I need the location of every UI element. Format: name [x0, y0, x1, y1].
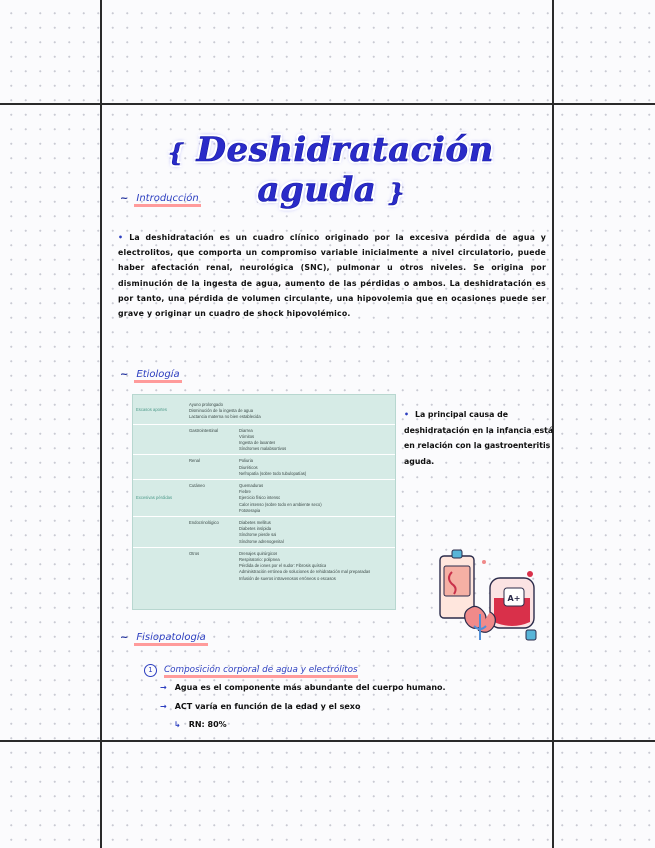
- etiology-item: Ayuno prolongado: [189, 402, 223, 407]
- blood-bag-kidneys-illustration: [430, 548, 550, 646]
- etiology-item: Infusión de sueros intravenosos erróneos o escasos: [239, 575, 336, 581]
- subsection-heading: [144, 664, 358, 677]
- etiology-item: Fototerapia: [239, 507, 261, 513]
- title-swirl-left: {: [168, 138, 185, 167]
- etiologia-tilde: ~: [120, 369, 129, 380]
- intro-text: La deshidratación es un cuadro clínico originado por la excesiva pérdida de agua y electrolitos, que comporta un compromiso variable inicialmente a nivel circulatorio, puede haber afectación renal, neurológica (SNC), pulmonar u otros niveles. Se origina por disminución de la ingesta de agua, aumento de las pérdidas o ambos. La deshidratación es por tanto, una pérdida de volumen circulante, una hipovolemia que en ocasiones puede ser grave y originar un cuadro de shock hipovolémico.: [118, 233, 546, 319]
- arrow-icon: →: [160, 683, 167, 692]
- etiology-subcategory: Gastrointestinal: [189, 427, 219, 433]
- etiology-item: Calor intenso (sobre todo en ambiente seco): [239, 501, 322, 507]
- subsection-title: Composición corporal de agua y electrólitos: [164, 665, 358, 678]
- etiology-item: Ingesta de laxantes: [239, 439, 276, 445]
- arrow-text: ACT varía en función de la edad y el sexo: [174, 702, 361, 711]
- arrow-text: RN: 80%: [188, 720, 227, 729]
- etiology-group-label: Excesivas pérdidas: [136, 494, 173, 500]
- intro-heading-label: Introducción: [134, 193, 200, 207]
- fisiopatologia-tilde: ~: [120, 632, 129, 643]
- intro-paragraph: [118, 230, 546, 321]
- etiology-item: Administración errónea de soluciones de rehidratación mal preparadas: [239, 569, 371, 575]
- arrow-icon: ↳: [174, 720, 181, 729]
- etiology-item: Vómitos: [239, 433, 255, 439]
- etiology-subcategory: Renal: [189, 458, 200, 464]
- etiology-item: Síndromes malabsortivos: [239, 446, 287, 452]
- etiology-item: Nefropatía (sobre todo tubulopatías): [239, 470, 307, 476]
- margin-line-left: [100, 0, 102, 848]
- etiology-item: Diabetes insípida: [239, 526, 272, 532]
- etiology-item: Pérdida de iones por el sudor: Fibrosis quística: [239, 563, 327, 569]
- etiologia-heading: [120, 369, 182, 380]
- etiologia-bullet: •: [404, 410, 409, 419]
- etiology-table: [132, 394, 396, 610]
- etiology-item: Respiratorio: polipnea: [239, 556, 280, 562]
- title-text: Deshidratación aguda: [196, 130, 494, 210]
- arrow-text: Agua es el componente más abundante del cuerpo humano.: [174, 683, 446, 692]
- etiology-item: Diarrea: [239, 427, 253, 433]
- blood-type-label: A+: [507, 594, 521, 603]
- subsection-number: 1: [144, 664, 157, 677]
- margin-line-bottom: [0, 740, 655, 742]
- etiology-row: [133, 399, 395, 424]
- etiology-item: Lactancia materna no bien establecida: [189, 414, 261, 420]
- arrow-icon: →: [160, 702, 167, 711]
- intro-bullet: •: [118, 233, 124, 242]
- etiology-item: Diuréticos: [239, 464, 258, 470]
- etiology-item: Ejercicio físico intenso: [239, 495, 281, 501]
- title-swirl-right: }: [388, 178, 405, 207]
- etiology-row: [133, 424, 395, 456]
- etiologia-side-text: La principal causa de deshidratación en la infancia está en relación con la gastroenteritis aguda.: [404, 410, 554, 466]
- etiology-item: Diabetes mellitus: [239, 520, 271, 525]
- etiology-row: [133, 547, 395, 585]
- etiology-item: Poliuria: [239, 458, 253, 464]
- etiology-item: Drenajes quirúrgicos: [239, 550, 278, 556]
- etiology-subcategory: Otros: [189, 550, 200, 556]
- etiology-group-label: Escasos aportes: [136, 407, 167, 413]
- fisiopatologia-heading: [120, 632, 208, 643]
- intro-tilde: ~: [120, 193, 129, 204]
- margin-line-top: [0, 103, 655, 105]
- etiology-item: Síndrome adrenogenital: [239, 538, 284, 544]
- etiology-subcategory: Endocrinológico: [189, 520, 219, 525]
- arrow-item: [160, 702, 360, 711]
- etiology-row: [133, 479, 395, 517]
- etiology-item: Fiebre: [239, 489, 251, 495]
- etiology-item: Disminución de la ingesta de agua: [189, 408, 254, 414]
- arrow-item: [160, 683, 446, 692]
- etiology-item: Síndrome pierde sal: [239, 532, 277, 538]
- etiology-subcategory: Cutáneo: [189, 483, 205, 488]
- etiologia-heading-label: Etiología: [134, 369, 181, 383]
- arrow-item: [174, 720, 227, 729]
- etiologia-side-note: [404, 407, 554, 469]
- intro-heading: [120, 193, 201, 204]
- fisiopatologia-heading-label: Fisiopatología: [134, 632, 207, 646]
- etiology-item: Quemaduras: [239, 483, 264, 488]
- etiology-row: [133, 516, 395, 548]
- etiology-row: [133, 454, 395, 480]
